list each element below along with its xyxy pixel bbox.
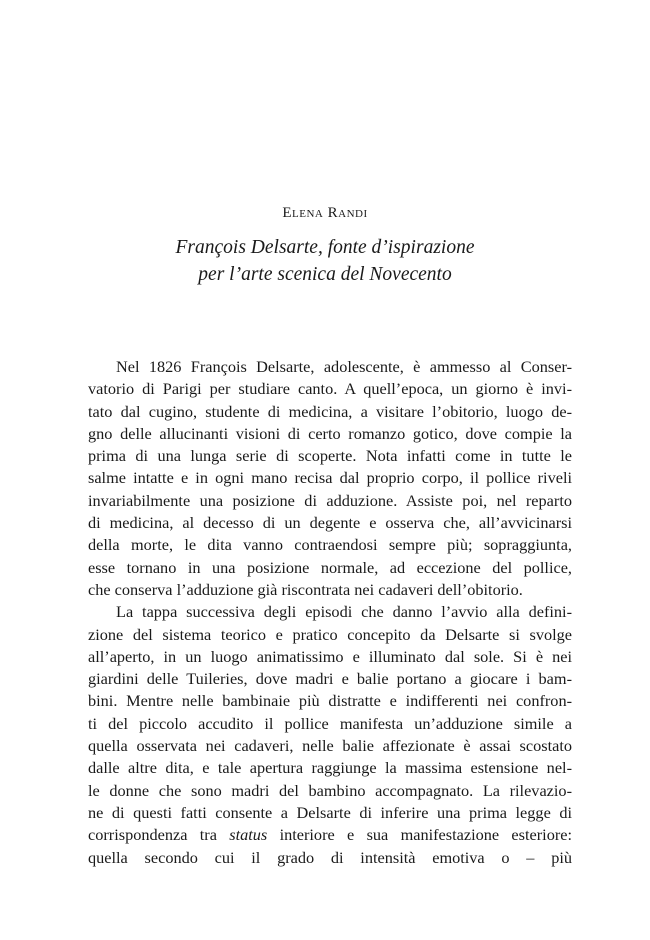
text-line: all’aperto, in un luogo animatissimo e illuminato dal sole. Si è nei [88, 646, 572, 666]
text-line: ne di questi fatti consente a Delsarte di inferire una prima legge di [88, 802, 572, 822]
chapter-title [0, 234, 650, 288]
text-line: Nel 1826 François Delsarte, adolescente, è ammesso al Conser- [116, 357, 572, 376]
author-name: Elena Randi [282, 205, 368, 221]
text-line: vatorio di Parigi per studiare canto. A quell’epoca, un giorno è invi- [88, 379, 572, 399]
body-text [88, 356, 572, 869]
text-line: di medicina, al decesso di un degente e osserva che, all’avvicinarsi [88, 513, 572, 533]
text-line: invariabilmente una posizione di adduzione. Assiste poi, nel reparto [88, 490, 572, 510]
text-line: giardini delle Tuileries, dove madri e balie portano a giocare i bam- [88, 669, 572, 689]
text-line: esse tornano in una posizione normale, ad eccezione del pollice, [88, 557, 572, 577]
text-line: dalle altre dita, e tale apertura raggiunge la massima estensione nel- [88, 758, 572, 778]
text-line: La tappa successiva degli episodi che danno l’avvio alla defini- [116, 602, 572, 622]
text-line: salme intatte e in ogni mano recisa dal proprio corpo, il pollice riveli [88, 468, 572, 488]
text-line: tato dal cugino, studente di medicina, a visitare l’obitorio, luogo de- [88, 401, 572, 421]
text-line: della morte, le dita vanno contraendosi sempre più; sopraggiunta, [88, 535, 572, 555]
text-line: le donne che sono madri del bambino accompagnato. La rilevazio- [88, 780, 572, 800]
text-line: corrispondenza tra status interiore e sua manifestazione esteriore: [88, 825, 573, 845]
text-line: che conserva l’adduzione già riscontrata nei cadaveri dell’obitorio. [88, 579, 523, 599]
chapter-title-line-2: per l’arte scenica del Novecento [198, 264, 452, 285]
text-line: bini. Mentre nelle bambinaie più distratte e indifferenti nei confron- [88, 691, 572, 711]
text-line: gno delle allucinanti visioni di certo romanzo gotico, dove compie la [88, 423, 572, 443]
text-line: ti del piccolo accudito il pollice manifesta un’adduzione simile a [88, 713, 572, 733]
chapter-title-line-1: François Delsarte, fonte d’ispirazione [175, 237, 475, 258]
text-line: quella osservata nei cadaveri, nelle balie affezionate è assai scostato [88, 736, 572, 756]
text-line: prima di una lunga serie di scoperte. Nota infatti come in tutte le [88, 446, 572, 466]
text-line: zione del sistema teorico e pratico concepito da Delsarte si svolge [88, 624, 572, 644]
text-line: quella secondo cui il grado di intensità emotiva o – più [88, 847, 572, 867]
